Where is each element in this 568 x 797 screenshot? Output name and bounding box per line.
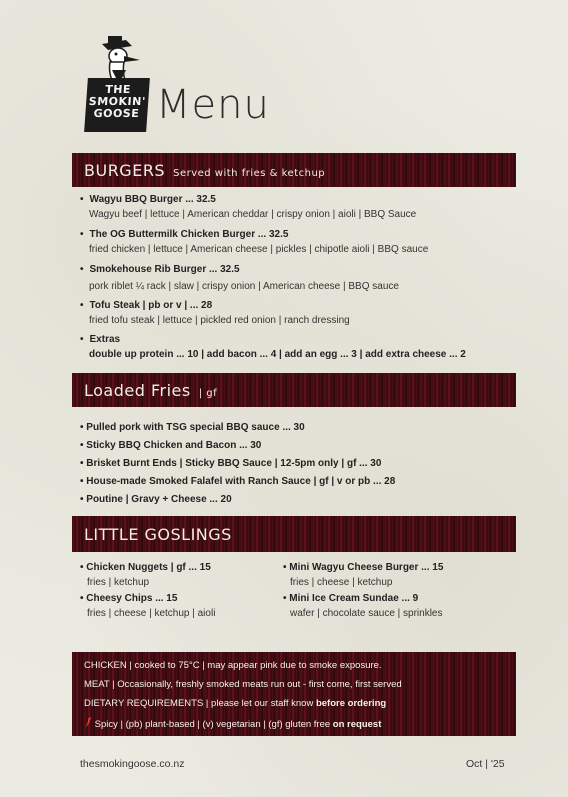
goose-mascot-icon	[86, 34, 148, 84]
kids-item-desc: fries | ketchup	[87, 577, 150, 588]
burger-item-desc: pork riblet ¼ rack | slaw | crispy onion | American cheese | BBQ sauce	[89, 281, 399, 292]
note-chicken: CHICKEN | cooked to 75°C | may appear pink due to smoke exposure.	[84, 660, 382, 671]
note-legend-text: Spicy | (pb) plant-based | (v) vegetarian | (gf) gluten free	[92, 719, 333, 730]
footer-date: Oct | '25	[466, 758, 505, 770]
kids-item-name: • Cheesy Chips ... 15	[80, 593, 178, 604]
burgers-heading: BURGERS	[84, 161, 166, 180]
note-dietary	[84, 698, 386, 709]
note-dietary-emphasis: before ordering	[315, 698, 387, 709]
fries-item-label: Sticky BBQ Chicken and Bacon ... 30	[86, 440, 262, 451]
kids-item-label: Mini Ice Cream Sundae ... 9	[289, 593, 419, 604]
logo	[86, 34, 148, 132]
note-dietary-text: DIETARY REQUIREMENTS | please let our staff know	[84, 698, 316, 709]
note-legend	[84, 717, 381, 730]
burgers-heading-wrap	[72, 161, 325, 180]
list-item: • Sticky BBQ Chicken and Bacon ... 30	[80, 440, 262, 451]
burger-item-name: • Tofu Steak | pb or v | ... 28	[80, 300, 212, 311]
burger-item-name: • Smokehouse Rib Burger ... 32.5	[80, 264, 240, 275]
burger-item-desc: Wagyu beef | lettuce | American cheddar | crispy onion | aioli | BBQ Sauce	[89, 209, 417, 220]
fries-item-label: Brisket Burnt Ends | Sticky BBQ Sauce | 12-5pm only | gf ... 30	[86, 458, 382, 469]
kids-item-desc: wafer | chocolate sauce | sprinkles	[290, 608, 443, 619]
kids-item-name: • Mini Ice Cream Sundae ... 9	[283, 593, 419, 604]
kids-item-label: Chicken Nuggets | gf ... 15	[86, 562, 211, 573]
list-item: • Pulled pork with TSG special BBQ sauce ... 30	[80, 422, 305, 433]
notes-panel	[72, 652, 516, 736]
burger-item-desc: fried tofu steak | lettuce | pickled red onion | ranch dressing	[89, 315, 350, 326]
list-item: • Brisket Burnt Ends | Sticky BBQ Sauce | 12-5pm only | gf ... 30	[80, 458, 382, 469]
fries-item-label: Pulled pork with TSG special BBQ sauce ... 30	[86, 422, 305, 433]
burger-item-name: • Extras	[80, 334, 120, 345]
kids-item-label: Cheesy Chips ... 15	[86, 593, 178, 604]
loaded-fries-header	[72, 373, 516, 407]
little-goslings-header	[72, 516, 516, 552]
little-goslings-heading: LITTLE GOSLINGS	[84, 525, 232, 544]
footer-website: thesmokingoose.co.nz	[80, 758, 185, 770]
kids-item-desc: fries | cheese | ketchup	[290, 577, 393, 588]
burger-extras-desc: double up protein ... 10 | add bacon ... 4 | add an egg ... 3 | add extra cheese ... 2	[89, 349, 466, 360]
logo-line-3: GOOSE	[93, 107, 140, 120]
burgers-subtitle: Served with fries & ketchup	[173, 168, 326, 179]
burger-item-desc: fried chicken | lettuce | American cheese | pickles | chipotle aioli | BBQ sauce	[89, 244, 429, 255]
kids-item-name: • Chicken Nuggets | gf ... 15	[80, 562, 211, 573]
logo-line-2: SMOKIN'	[88, 95, 147, 108]
kids-item-label: Mini Wagyu Cheese Burger ... 15	[289, 562, 444, 573]
burger-item-name: • Wagyu BBQ Burger ... 32.5	[80, 194, 216, 205]
note-meat: MEAT | Occasionally, freshly smoked meats run out - first come, first served	[84, 679, 402, 690]
note-legend-emphasis: on request	[332, 719, 382, 730]
logo-wordmark	[84, 78, 150, 132]
list-item: • House-made Smoked Falafel with Ranch Sauce | gf | v or pb ... 28	[80, 476, 396, 487]
fries-item-label: Poutine | Gravy + Cheese ... 20	[86, 494, 232, 505]
kids-item-desc: fries | cheese | ketchup | aioli	[87, 608, 216, 619]
burger-item-name: • The OG Buttermilk Chicken Burger ... 32.5	[80, 229, 288, 240]
kids-item-name: • Mini Wagyu Cheese Burger ... 15	[283, 562, 444, 573]
list-item: • Poutine | Gravy + Cheese ... 20	[80, 494, 232, 505]
logo-line-1: THE	[104, 83, 132, 96]
loaded-fries-subtitle: | gf	[198, 388, 218, 399]
chili-pepper-icon	[84, 717, 92, 727]
page-title: Menu	[156, 82, 270, 128]
burgers-header	[72, 153, 516, 187]
loaded-fries-heading: Loaded Fries	[84, 381, 191, 400]
loaded-fries-heading-wrap	[72, 381, 217, 400]
fries-item-label: House-made Smoked Falafel with Ranch Sauce | gf | v or pb ... 28	[86, 476, 396, 487]
